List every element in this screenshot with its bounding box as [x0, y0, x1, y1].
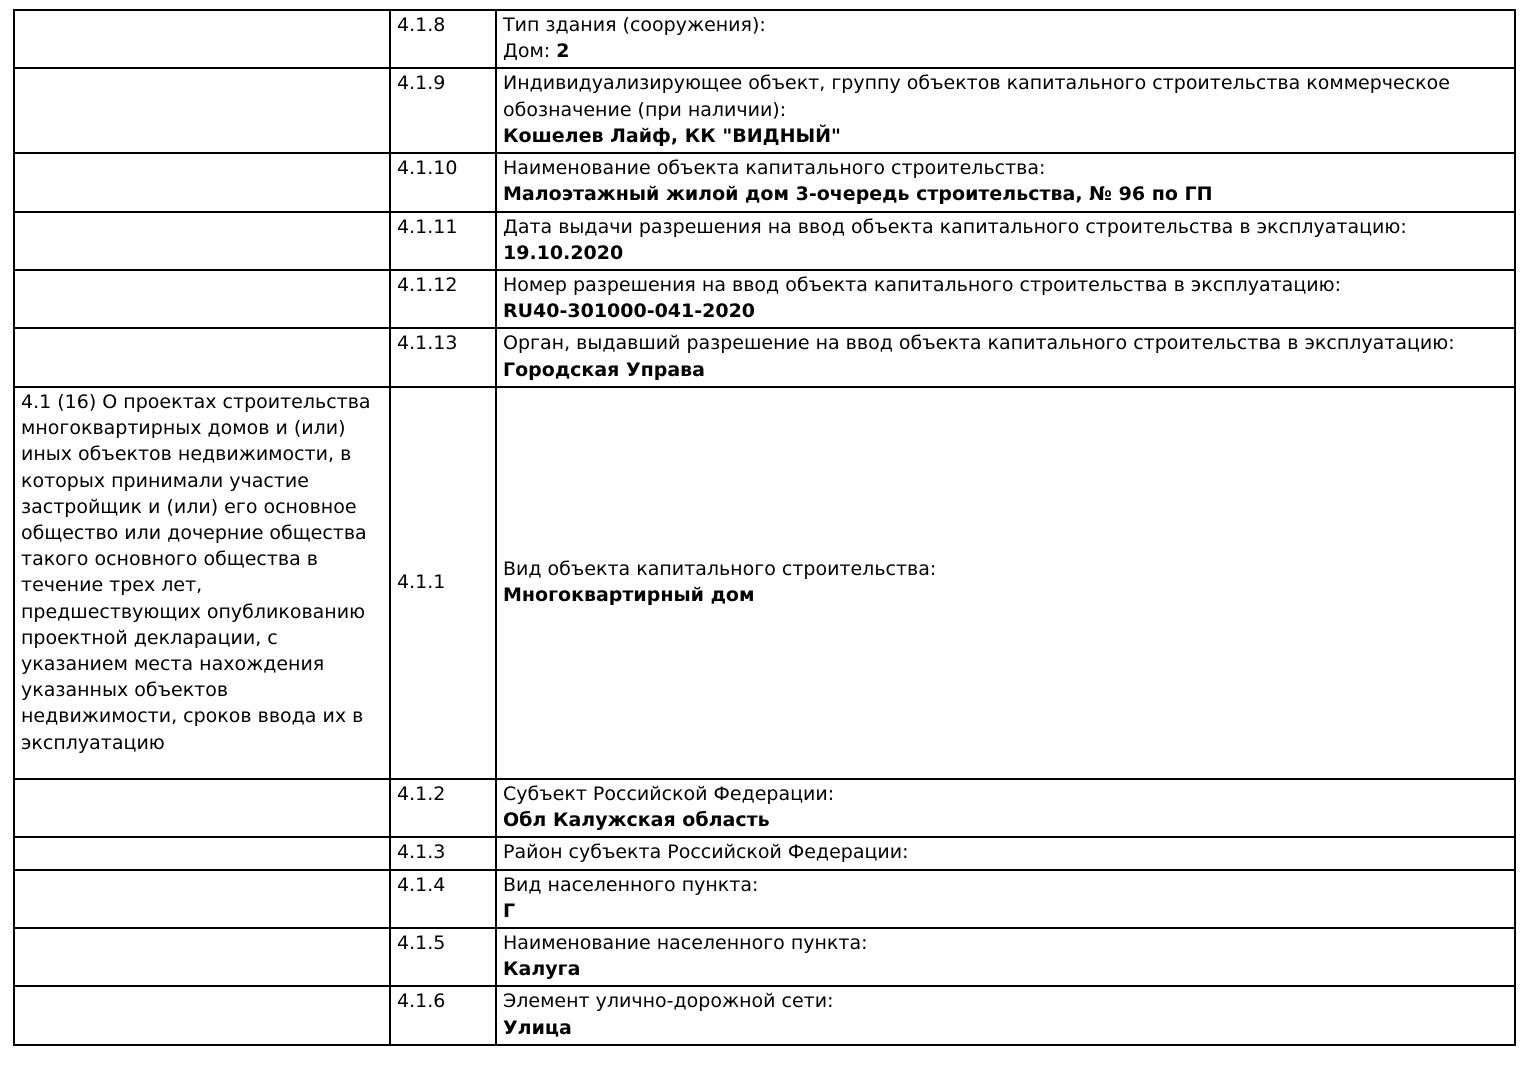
table-row [14, 10, 1515, 68]
field-value-line [503, 181, 1508, 207]
row-content-cell [496, 328, 1515, 386]
field-value-line [503, 240, 1508, 266]
table-row [14, 387, 1515, 779]
field-value: Улица [503, 1016, 572, 1039]
row-number: 4.1.10 [397, 157, 458, 180]
field-value-line [503, 357, 1508, 383]
row-number-cell [390, 68, 496, 153]
field-value-line [503, 898, 1508, 924]
field-value-line [503, 956, 1508, 982]
row-number-cell [390, 779, 496, 837]
row-content-cell [496, 153, 1515, 211]
field-label: Индивидуализирующее объект, группу объектов капитального строительства коммерческое обозначение (при наличии): [503, 72, 1450, 121]
field-value-line [503, 582, 1508, 608]
row-content-cell [496, 837, 1515, 869]
row-side-cell [14, 837, 390, 869]
field-value-line [503, 38, 1508, 64]
field-value-line [503, 123, 1508, 149]
row-number: 4.1.3 [397, 841, 446, 864]
row-side-cell [14, 153, 390, 211]
field-value: Городская Управа [503, 358, 705, 381]
field-label: Субъект Российской Федерации: [503, 782, 835, 805]
field-label: Наименование объекта капитального строительства: [503, 157, 1046, 180]
row-number-cell [390, 10, 496, 68]
table-row [14, 68, 1515, 153]
row-number-cell [390, 986, 496, 1044]
field-value-line [503, 298, 1508, 324]
row-content-cell [496, 928, 1515, 986]
field-value: 2 [556, 40, 570, 63]
field-label: Дата выдачи разрешения на ввод объекта капитального строительства в эксплуатацию: [503, 215, 1407, 238]
section-label: 4.1 (16) О проектах строительства многоквартирных домов и (или) иных объектов недвижимости, в которых принимали участие застройщик и (или) его основное общество или дочерние общества такого основного общества в течение трех лет, предшествующих опубликованию проектной декларации, с указанием места нахождения указанных объектов недвижимости, сроков ввода их в эксплуатацию [21, 390, 371, 754]
row-content-cell [496, 212, 1515, 270]
field-value: Многоквартирный дом [503, 583, 755, 606]
row-side-cell [14, 10, 390, 68]
field-label: Орган, выдавший разрешение на ввод объекта капитального строительства в эксплуатацию: [503, 332, 1455, 355]
row-number: 4.1.9 [397, 72, 446, 95]
row-side-cell [14, 986, 390, 1044]
row-number-cell [390, 870, 496, 928]
row-number: 4.1.1 [397, 570, 446, 593]
field-value-prefix: Дом: [503, 40, 557, 63]
row-number: 4.1.13 [397, 332, 458, 355]
row-number-cell [390, 387, 496, 779]
row-number-cell [390, 837, 496, 869]
row-number-cell [390, 212, 496, 270]
row-content-cell [496, 870, 1515, 928]
table-row [14, 328, 1515, 386]
field-value-line [503, 807, 1508, 833]
row-side-cell [14, 779, 390, 837]
declaration-table [13, 9, 1516, 1046]
field-value: Калуга [503, 958, 581, 981]
row-number-cell [390, 270, 496, 328]
field-value: Обл Калужская область [503, 809, 770, 832]
table-row [14, 270, 1515, 328]
row-side-cell [14, 387, 390, 779]
table-row [14, 153, 1515, 211]
field-label: Наименование населенного пункта: [503, 931, 868, 954]
row-number: 4.1.6 [397, 990, 446, 1013]
field-value: Малоэтажный жилой дом 3-очередь строительства, № 96 по ГП [503, 183, 1213, 206]
table-row [14, 986, 1515, 1044]
field-label: Номер разрешения на ввод объекта капитального строительства в эксплуатацию: [503, 273, 1341, 296]
row-content-cell [496, 68, 1515, 153]
field-label: Район субъекта Российской Федерации: [503, 841, 909, 864]
table-row [14, 870, 1515, 928]
field-label: Тип здания (сооружения): [503, 14, 766, 36]
row-content-cell [496, 270, 1515, 328]
row-number: 4.1.5 [397, 931, 446, 954]
field-label: Элемент улично-дорожной сети: [503, 990, 834, 1013]
table-row [14, 837, 1515, 869]
row-number: 4.1.11 [397, 215, 458, 238]
row-number: 4.1.8 [397, 14, 446, 36]
row-number-cell [390, 328, 496, 386]
table-row [14, 212, 1515, 270]
row-content-cell [496, 10, 1515, 68]
field-value-line [503, 1015, 1508, 1041]
field-value: RU40-301000-041-2020 [503, 300, 756, 323]
row-content-cell [496, 387, 1515, 779]
row-number-cell [390, 153, 496, 211]
row-side-cell [14, 270, 390, 328]
field-label: Вид объекта капитального строительства: [503, 557, 937, 580]
table-row [14, 779, 1515, 837]
row-content-cell [496, 779, 1515, 837]
field-value: Кошелев Лайф, КК "ВИДНЫЙ" [503, 124, 841, 147]
row-side-cell [14, 212, 390, 270]
field-value: 19.10.2020 [503, 241, 624, 264]
table-row [14, 928, 1515, 986]
row-side-cell [14, 870, 390, 928]
row-number-cell [390, 928, 496, 986]
row-number: 4.1.2 [397, 782, 446, 805]
row-number: 4.1.4 [397, 873, 446, 896]
row-number: 4.1.12 [397, 273, 458, 296]
row-side-cell [14, 928, 390, 986]
field-label: Вид населенного пункта: [503, 873, 759, 896]
field-value: Г [503, 899, 516, 922]
row-content-cell [496, 986, 1515, 1044]
row-side-cell [14, 328, 390, 386]
row-side-cell [14, 68, 390, 153]
